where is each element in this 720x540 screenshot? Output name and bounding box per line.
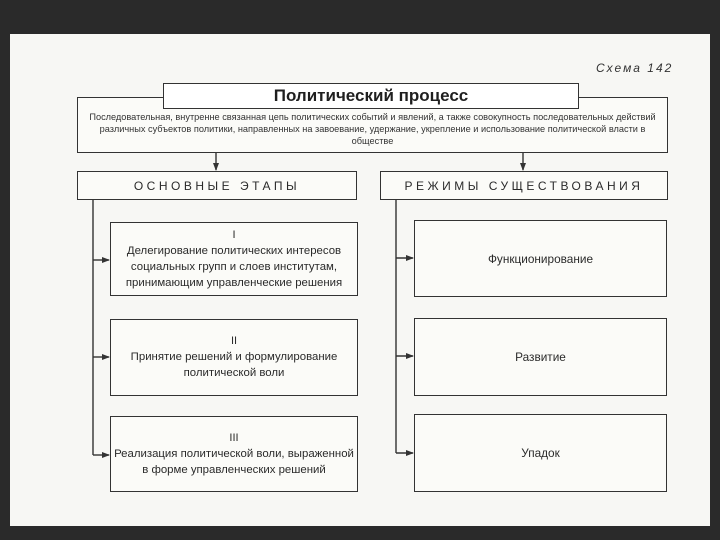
stage-text: Делегирование политических интересов социальных групп и слоев институтам, принимающим управленческие решения: [125, 244, 343, 289]
diagram-title: Политический процесс: [163, 83, 579, 109]
stage-number: I: [232, 228, 236, 241]
stage-text: Принятие решений и формулирование политической воли: [130, 351, 338, 379]
scheme-number: Схема 142: [596, 61, 674, 75]
definition-box: Последовательная, внутренне связанная цепь политических событий и явлений, а также совокупность последовательных действий различных субъектов политики, направленных на завоевание, удержание, укрепление и использование политической власти в обществе: [77, 97, 668, 153]
stage-number: III: [229, 431, 239, 444]
stage-box-3: [110, 416, 358, 492]
stage-box-2: [110, 319, 358, 396]
stage-text: Реализация политической воли, выраженной в форме управленческих решений: [114, 447, 354, 476]
stage-box-1: [110, 222, 358, 296]
mode-box-development: Развитие: [414, 318, 667, 396]
mode-box-functioning: Функционирование: [414, 220, 667, 297]
mode-box-decline: Упадок: [414, 414, 667, 492]
stages-header: ОСНОВНЫЕ ЭТАПЫ: [77, 171, 357, 200]
stage-number: II: [230, 335, 238, 347]
modes-header: РЕЖИМЫ СУЩЕСТВОВАНИЯ: [380, 171, 668, 200]
